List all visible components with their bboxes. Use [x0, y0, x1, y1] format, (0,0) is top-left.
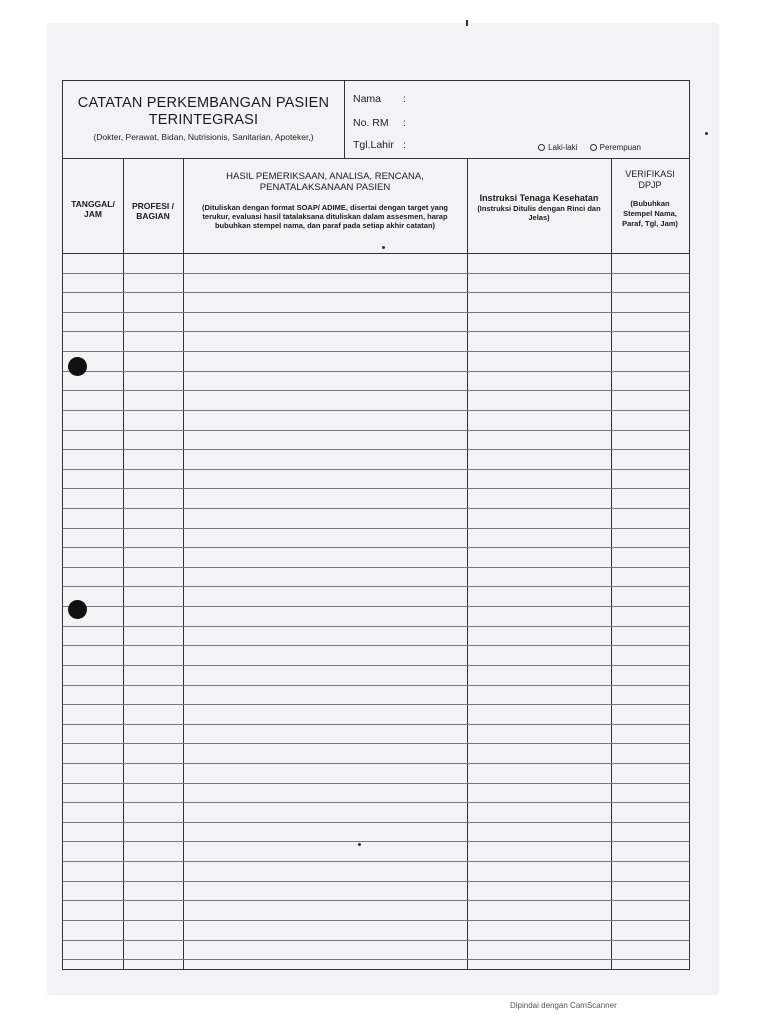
table-row-line — [63, 940, 689, 941]
field-nama-separator: : — [403, 93, 406, 105]
field-no-rm-separator: : — [403, 117, 406, 129]
gender-option-perempuan[interactable]: Perempuan — [590, 143, 641, 152]
table-row-line — [63, 469, 689, 470]
field-tgl-lahir-label: Tgl.Lahir — [353, 139, 394, 151]
col-header-instruksi-note: (Instruksi Ditulis dengan Rinci dan Jelas) — [477, 204, 601, 222]
scan-mark — [382, 246, 385, 249]
table-row-line — [63, 292, 689, 293]
col-header-profesi: PROFESI / BAGIAN — [131, 201, 175, 221]
table-row-line — [63, 861, 689, 862]
table-row-line — [63, 312, 689, 313]
radio-circle-icon — [538, 144, 545, 151]
table-row-line — [63, 685, 689, 686]
gender-option-laki-laki[interactable]: Laki-laki — [538, 143, 577, 152]
col-header-hasil-note: (Dituliskan dengan format SOAP/ ADIME, disertai dengan target yang terukur, evaluasi hasil tatalaksana dituliskan dalam assesmen, harap bubuhkan stempel nama, dan paraf pada setiap akhir catatan) — [201, 203, 448, 230]
table-row-line — [63, 390, 689, 391]
form-title-block — [63, 81, 345, 158]
table-row-line — [63, 881, 689, 882]
table-row-line — [63, 802, 689, 803]
col-header-tanggal: TANGGAL/ JAM — [71, 199, 115, 219]
gender-options — [528, 143, 641, 152]
table-row-line — [63, 586, 689, 587]
table-row-line — [63, 508, 689, 509]
form-header — [63, 81, 689, 159]
table-row-line — [63, 567, 689, 568]
table-row-line — [63, 704, 689, 705]
field-nama-label: Nama — [353, 93, 382, 105]
col-header-hasil-title: HASIL PEMERIKSAAN, ANALISA, RENCANA, PENATALAKSANAAN PASIEN — [226, 171, 424, 193]
col-header-verifikasi — [611, 159, 689, 253]
scan-mark — [466, 20, 468, 26]
scan-mark — [358, 843, 361, 846]
table-row-line — [63, 920, 689, 921]
table-row-line — [63, 959, 689, 960]
table-row-line — [63, 841, 689, 842]
field-nama[interactable] — [353, 93, 406, 105]
col-header-hasil — [183, 159, 467, 253]
punch-hole — [68, 600, 87, 619]
table-row-line — [63, 665, 689, 666]
col-header-instruksi — [467, 159, 611, 253]
entry-rows[interactable] — [63, 253, 689, 969]
table-row-line — [63, 724, 689, 725]
table-row-line — [63, 900, 689, 901]
table-row-line — [63, 743, 689, 744]
table-row-line — [63, 626, 689, 627]
table-row-line — [63, 763, 689, 764]
field-no-rm-label: No. RM — [353, 117, 389, 129]
table-row-line — [63, 331, 689, 332]
table-row-line — [63, 273, 689, 274]
col-header-instruksi-title: Instruksi Tenaga Kesehatan — [479, 193, 599, 203]
table-row-line — [63, 449, 689, 450]
field-tgl-lahir-separator: : — [403, 139, 406, 151]
table-row-line — [63, 547, 689, 548]
table-row-line — [63, 351, 689, 352]
table-row-line — [63, 528, 689, 529]
form-title-line-1: CATATAN PERKEMBANGAN PASIEN — [77, 95, 330, 111]
scan-mark — [705, 132, 708, 135]
table-row-line — [63, 783, 689, 784]
col-header-verifikasi-title: VERIFIKASI DPJP — [625, 169, 675, 190]
table-row-line — [63, 488, 689, 489]
table-row-line — [63, 430, 689, 431]
field-no-rm[interactable] — [353, 117, 406, 129]
patient-identity-block — [345, 81, 689, 158]
form-subtitle: (Dokter, Perawat, Bidan, Nutrisionis, Sanitarian, Apoteker,) — [93, 132, 314, 142]
table-row-line — [63, 606, 689, 607]
col-header-verifikasi-note: (Bubuhkan Stempel Nama, Paraf, Tgl, Jam) — [622, 199, 678, 228]
field-tgl-lahir[interactable] — [353, 139, 406, 151]
table-row-line — [63, 410, 689, 411]
table-row-line — [63, 645, 689, 646]
patient-progress-form — [62, 80, 690, 970]
scanner-watermark: Dipindai dengan CamScanner — [510, 1001, 617, 1010]
form-title-line-2: TERINTEGRASI — [148, 112, 259, 128]
punch-hole — [68, 357, 87, 376]
table-row-line — [63, 822, 689, 823]
table-row-line — [63, 371, 689, 372]
radio-circle-icon — [590, 144, 597, 151]
